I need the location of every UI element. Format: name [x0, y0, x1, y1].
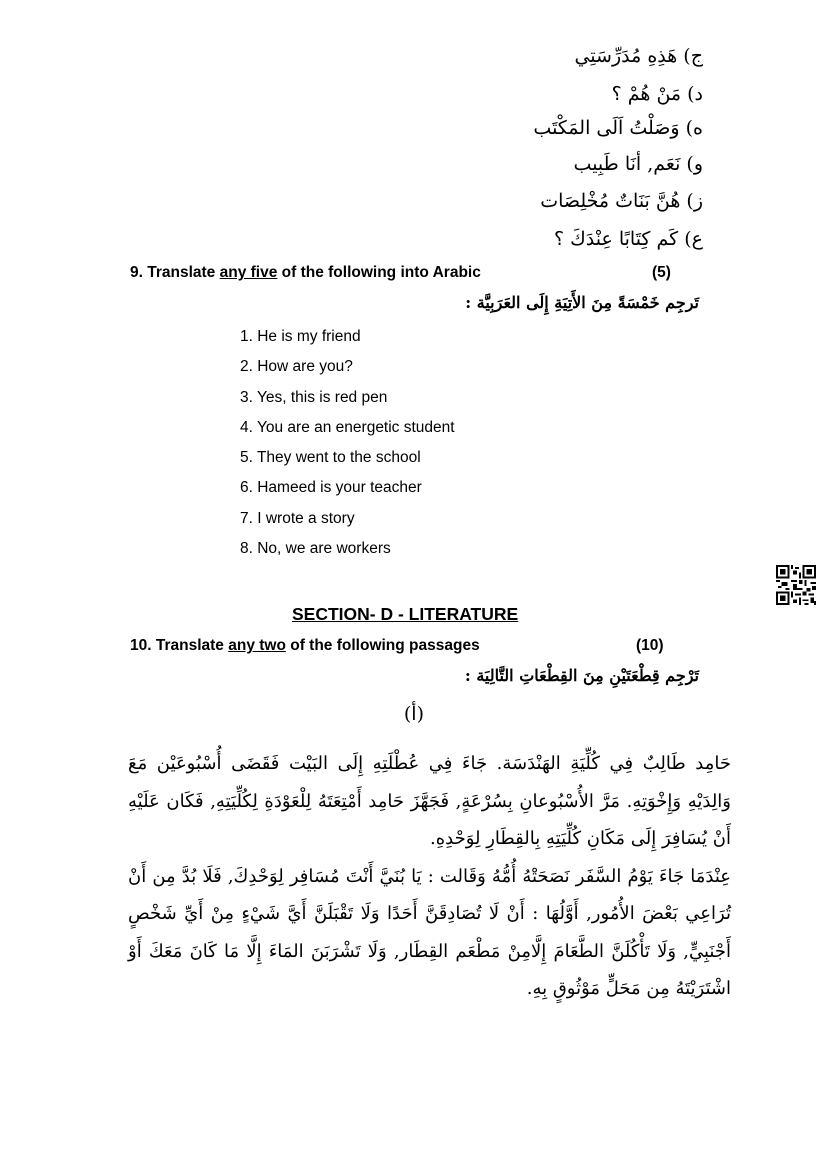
- q9-suffix: of the following into Arabic: [277, 264, 481, 281]
- prev-item: د) مَنْ هُمْ ؟: [611, 83, 703, 105]
- question-10-heading: [130, 637, 480, 655]
- q10-prefix: 10. Translate: [130, 637, 229, 654]
- q10-suffix: of the following passages: [285, 637, 480, 654]
- question-9-heading: [130, 264, 481, 282]
- passage-paragraph: عِنْدَمَا جَاءَ يَوْمُ السَّفَر نَصَحَتْهُ أُمُّهُ وَقَالت : يَا بُنَيَّ أَنْتَ مُسَافِر لِوَحْدِكَ, فَلَا بُدَّ مِن أَنْ تُرَاعِي بَعْضَ الأُمُور, أَوَّلُهَا : أَنْ لَا تُصَادِقَنَّ أَحَدًا وَلَا تَقْبَلَنَّ أَيَّ شَيْءٍ مِنْ أَيِّ شَخْصٍ أَجْنَبِيٍّ, وَلَا تَأْكُلَنَّ الطَّعَامَ إِلَّامِنْ مَطْعَم القِطَار, وَلَا تَشْرَبَنَ المَاءَ إِلَّا مَا كَانَ مَعَكَ أَوْ اشْتَرَيْتَهُ مِن مَحَلٍّ مَوْثُوقٍ بِهِ.: [128, 865, 731, 999]
- list-item: 1. He is my friend: [240, 328, 361, 345]
- list-item: 7. I wrote a story: [240, 509, 355, 527]
- question-9-marks: (5): [652, 264, 671, 281]
- qr-code-icon: [776, 565, 816, 605]
- q10-emphasis: any two: [228, 637, 286, 654]
- translation-sentence-list: [240, 326, 455, 568]
- list-item: 5. They went to the school: [240, 449, 421, 467]
- passage-label: (أ): [403, 703, 424, 725]
- list-item: 4. You are an energetic student: [240, 418, 455, 436]
- question-9-arabic-instruction: تَرجِم خَمْسَةً مِنَ الأَتِيَةِ إِلَى العَرَبِيَّة :: [465, 293, 699, 312]
- q9-emphasis: any five: [219, 264, 278, 281]
- passage-paragraph: حَامِد طَالِبٌ فِي كُلِّيَةِ الهَنْدَسَة. جَاءَ فِي عُطْلَتِهِ إِلَى البَيْت فَقَضَى أُسْبُوعَيْن مَعَ وَالِدَيْهِ وَإِخْوَتِهِ. مَرَّ الأُسْبُوعانِ بِسُرْعَةٍ, فَجَهَّزَ حَامِد أَمْتِعَتَهُ لِلْعَوْدَةِ لِكُلِّيَتِهِ, فَكَان عَلَيْهِ أَنْ يُسَافِرَ إِلَى مَكَانِ كُلِّيَتِهِ بِالقِطَارِ لِوَحْدِهِ.: [128, 753, 731, 849]
- question-10-arabic-instruction: تَرْجِم قِطْعَتَيْنِ مِنَ القِطْعَاتِ التَّالِيَة :: [464, 666, 699, 685]
- list-item: 3. Yes, this is red pen: [240, 388, 388, 406]
- list-item: 2. How are you?: [240, 358, 353, 376]
- arabic-passage: [128, 745, 731, 1008]
- prev-item: و) نَعَم, أنَا طَبِيب: [573, 153, 703, 175]
- list-item: 6. Hameed is your teacher: [240, 479, 422, 497]
- list-item: 8. No, we are workers: [240, 540, 391, 558]
- question-10-marks: (10): [636, 637, 664, 654]
- prev-item: ع) كَم كِتَابًا عِنْدَكَ ؟: [553, 228, 703, 250]
- q9-prefix: 9. Translate: [130, 264, 220, 281]
- prev-item: ج) هَذِهِ مُدَرِّسَتِي: [574, 45, 703, 67]
- prev-item: ز) هُنَّ بَنَاتٌ مُخْلِصَات: [540, 190, 703, 212]
- prev-item: ه) وَصَلْتُ اَلَى المَكْتَب: [533, 117, 703, 139]
- section-title: SECTION- D - LITERATURE: [292, 604, 519, 624]
